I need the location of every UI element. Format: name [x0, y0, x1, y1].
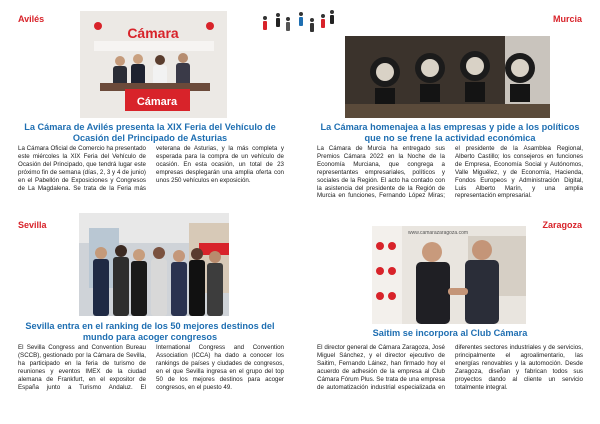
- sevilla-body-text: El Sevilla Congress and Convention Bureau (SCCB), gestionado por la Cámara de Sevilla, ha participado en la feria de turismo de reuniones y eventos IMEX de la ciudad alemana de Frankfurt, en el expositor de España junto a Turismo Andaluz. El International Congress and Convention Association (ICCA) ha dado a conocer los rankings de países y ciudades de congresos, en el que Sevilla ingresa en el grupo del top 50 de los mejores destinos para acoger congresos, en el puesto 49.: [18, 344, 284, 391]
- camara-logo-text: Cámara: [127, 25, 179, 41]
- region-label-aviles: Avilés: [18, 14, 45, 24]
- person-figure-icon: [285, 17, 291, 31]
- person-figure-icon: [320, 14, 326, 28]
- person-figure-icon: [309, 18, 315, 32]
- murcia-body-text: La Cámara de Murcia ha entregado sus Premios Cámara 2022 en la Noche de la Economía Murciana, que congrega a representantes empresariales, políticos y sociales de la Región. El acto ha contado con la asistencia del presidente de la Región de Murcia en funciones, Fernando López Miras; el presidente de la Asamblea Regional, Alberto Castillo; los consejeros en funciones de Empresa, Economía Social y Autónomos, Valle Miguélez, y de Economía, Hacienda, Fondos Europeos y Administración Digital, Luis Alberto Marín, y una amplia representación empresarial.: [317, 145, 583, 200]
- zaragoza-body: [317, 344, 583, 416]
- sevilla-group-photo: [79, 213, 229, 316]
- murcia-awards-photo: [345, 36, 550, 118]
- aviles-photo: [80, 11, 227, 118]
- zaragoza-headline: Saitim se incorpora al Club Cámara: [372, 328, 528, 338]
- person-figure-icon: [262, 16, 268, 30]
- zaragoza-handshake-photo: [372, 226, 526, 324]
- aviles-body-text: La Cámara Oficial de Comercio ha presentado este miércoles la XIX Feria del Vehículo de Ocasión del Principado, que tendrá lugar este próximo fin de semana (días, 2, 3 y 4 de junio) en el Pabellón de Exposiciones y Congresos de La Magdalena. Se trata de la Feria más veterana de Asturias, y la más completa y esperada para la compra de un vehículo de ocasión. En esta ocasión, un total de 23 empresas desplegarán una amplia oferta con unos 250 vehículos en exposición.: [18, 145, 284, 192]
- aviles-body: [18, 145, 284, 215]
- camara-zaragoza-url: www.camarazaragoza.com: [408, 230, 469, 236]
- person-figure-icon: [298, 12, 304, 26]
- person-figure-icon: [275, 13, 281, 27]
- region-label-sevilla: Sevilla: [18, 220, 47, 230]
- region-label-murcia: Murcia: [552, 14, 582, 24]
- region-label-zaragoza: Zaragoza: [542, 220, 582, 230]
- camara-banner-text: Cámara: [136, 96, 178, 108]
- murcia-body: [317, 145, 583, 215]
- aviles-headline: La Cámara de Avilés presenta la XIX Feria del Vehículo de Ocasión del Principado de Asturias: [24, 122, 276, 143]
- sevilla-body: [18, 344, 284, 416]
- murcia-headline: La Cámara homenajea a las empresas y pide a los políticos que no se frene la actividad económica: [320, 122, 580, 143]
- person-figure-icon: [329, 10, 335, 24]
- zaragoza-body-text: El director general de Cámara Zaragoza, José Miguel Sánchez, y el director ejecutivo de Saitim, Fernando Láinez, han firmado hoy el acuerdo de adhesión de la empresa al Club Cámara Fórum Plus. Se trata de una empresa de automatización industrial especializada en diferentes sectores industriales y de servicios, principalmente el agroalimentario, las energías renovables y la automoción. Desde Zaragoza, diseñan y fabrican todos sus proyectos dando al cliente un servicio totalmente integral.: [317, 344, 583, 391]
- sevilla-headline: Sevilla entra en el ranking de los 50 mejores destinos del mundo para acoger congresos: [25, 321, 275, 342]
